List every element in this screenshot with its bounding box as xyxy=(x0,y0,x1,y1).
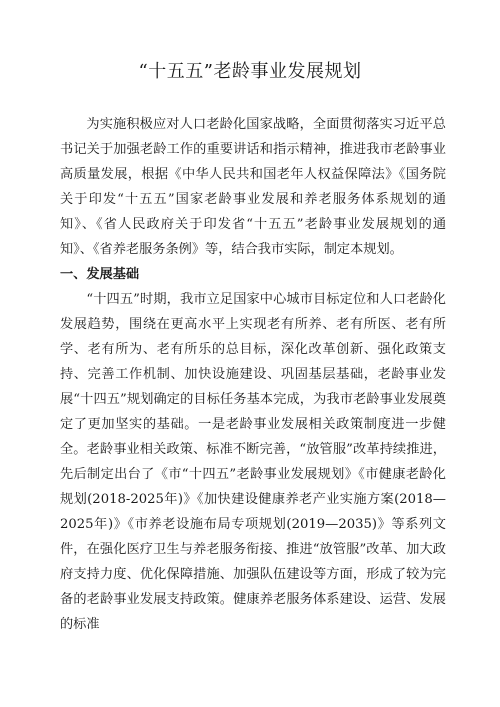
section-heading: 一、发展基础 xyxy=(60,267,140,282)
section-paragraph: “十四五”时期，我市立足国家中心城市目标定位和人口老龄化发展趋势，围绕在更高水平上实现老有所养、老有所医、老有所学、老有所为、老有所乐的总目标，深化改革创新、强化政策支持、完善工作机制、加快设施建设、巩固基层基础，老龄事业发展“十四五”规划确定的目标任务基本完成，为我市老龄事业发展奠定了更加坚实的基础。一是老龄事业发展相关政策制度进一步健全。老龄事业相关政策、标准不断完善，“放管服”改革持续推进，先后制定出台了《市“十四五”老龄事业发展规划》《市健康老龄化规划(2018-2025年)》《加快建设健康养老产业实施方案(2018—2025年)》《市养老设施布局专项规划(2019—2035)》等系列文件，在强化医疗卫生与养老服务衔接、推进“放管服”改革、加大政府支持力度、优化保障措施、加强队伍建设等方面，形成了较为完备的老龄事业发展支持政策。健康养老服务体系建设、运营、发展的标准 xyxy=(60,292,446,632)
intro-paragraph: 为实施积极应对人口老龄化国家战略，全面贯彻落实习近平总书记关于加强老龄工作的重要讲话和指示精神，推进我市老龄事业高质量发展，根据《中华人民共和国老年人权益保障法》《国务院关于印发“十五五”国家老龄事业发展和养老服务体系规划的通知》、《省人民政府关于印发省“十五五”老龄事业发展规划的通知》、《省养老服务条例》等，结合我市实际，制定本规划。 xyxy=(60,117,446,257)
document-body xyxy=(60,112,446,637)
document-title: “十五五”老龄事业发展规划 xyxy=(138,61,362,82)
